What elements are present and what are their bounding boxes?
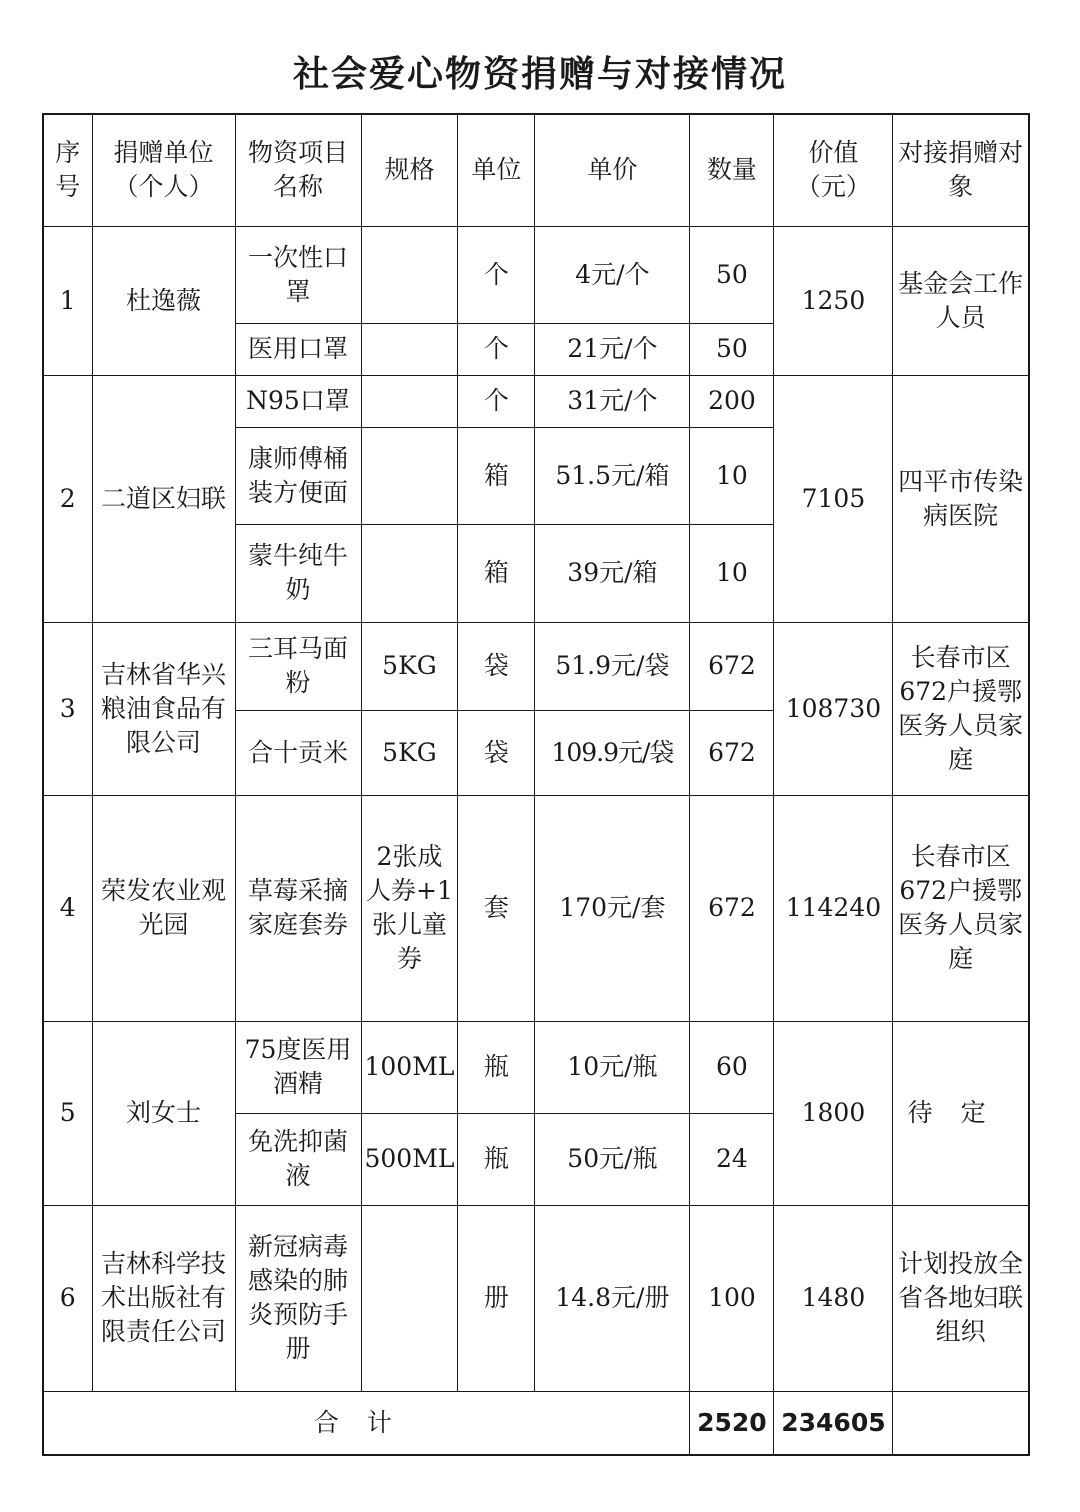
- qty-cell: 200: [690, 375, 774, 427]
- qty-cell: 24: [690, 1113, 774, 1205]
- unit-cell: 瓶: [458, 1021, 535, 1113]
- qty-cell: 100: [690, 1205, 774, 1391]
- seq-cell: 5: [43, 1021, 92, 1205]
- target-cell: 计划投放全省各地妇联组织: [893, 1205, 1029, 1391]
- table-row: [43, 795, 1029, 1021]
- total-qty: 2520: [690, 1391, 774, 1455]
- item-name-cell: 医用口罩: [235, 323, 361, 375]
- table-row: [43, 1021, 1029, 1113]
- donor-cell: 吉林省华兴粮油食品有限公司: [92, 622, 235, 795]
- price-cell: 21元/个: [535, 323, 690, 375]
- value-cell: 1250: [774, 226, 893, 375]
- value-cell: 114240: [774, 795, 893, 1021]
- unit-cell: 个: [458, 226, 535, 323]
- spec-cell: 100ML: [361, 1021, 458, 1113]
- seq-cell: 3: [43, 622, 92, 795]
- donation-table: [42, 113, 1030, 1456]
- item-name-cell: 蒙牛纯牛奶: [235, 524, 361, 622]
- price-cell: 4元/个: [535, 226, 690, 323]
- price-cell: 39元/箱: [535, 524, 690, 622]
- unit-cell: 袋: [458, 622, 535, 710]
- table-row: [43, 226, 1029, 323]
- value-cell: 1480: [774, 1205, 893, 1391]
- header-donor: 捐赠单位（个人）: [92, 114, 235, 226]
- total-label: 合计: [43, 1391, 690, 1455]
- qty-cell: 672: [690, 710, 774, 795]
- unit-cell: 袋: [458, 710, 535, 795]
- header-price: 单价: [535, 114, 690, 226]
- table-row: [43, 1205, 1029, 1391]
- spec-cell: [361, 524, 458, 622]
- qty-cell: 672: [690, 622, 774, 710]
- unit-cell: 册: [458, 1205, 535, 1391]
- donor-cell: 刘女士: [92, 1021, 235, 1205]
- unit-cell: 套: [458, 795, 535, 1021]
- header-row: [43, 114, 1029, 226]
- price-cell: 109.9元/袋: [535, 710, 690, 795]
- qty-cell: 10: [690, 427, 774, 524]
- qty-cell: 50: [690, 226, 774, 323]
- table-row: [43, 622, 1029, 710]
- price-cell: 170元/套: [535, 795, 690, 1021]
- header-qty: 数量: [690, 114, 774, 226]
- price-cell: 51.9元/袋: [535, 622, 690, 710]
- header-item: 物资项目名称: [235, 114, 361, 226]
- item-name-cell: 康师傅桶装方便面: [235, 427, 361, 524]
- item-name-cell: N95口罩: [235, 375, 361, 427]
- spec-cell: 500ML: [361, 1113, 458, 1205]
- unit-cell: 箱: [458, 427, 535, 524]
- item-name-cell: 免洗抑菌液: [235, 1113, 361, 1205]
- unit-cell: 个: [458, 323, 535, 375]
- unit-cell: 箱: [458, 524, 535, 622]
- item-name-cell: 新冠病毒感染的肺炎预防手册: [235, 1205, 361, 1391]
- target-cell: 长春市区672户援鄂医务人员家庭: [893, 622, 1029, 795]
- item-name-cell: 一次性口罩: [235, 226, 361, 323]
- header-target: 对接捐赠对象: [893, 114, 1029, 226]
- donor-cell: 吉林科学技术出版社有限责任公司: [92, 1205, 235, 1391]
- total-row: [43, 1391, 1029, 1455]
- header-spec: 规格: [361, 114, 458, 226]
- seq-cell: 2: [43, 375, 92, 622]
- header-unit: 单位: [458, 114, 535, 226]
- qty-cell: 672: [690, 795, 774, 1021]
- donor-cell: 二道区妇联: [92, 375, 235, 622]
- header-seq: 序号: [43, 114, 92, 226]
- table-row: [43, 375, 1029, 427]
- spec-cell: [361, 427, 458, 524]
- price-cell: 14.8元/册: [535, 1205, 690, 1391]
- value-cell: 7105: [774, 375, 893, 622]
- price-cell: 10元/瓶: [535, 1021, 690, 1113]
- target-cell: 长春市区672户援鄂医务人员家庭: [893, 795, 1029, 1021]
- spec-cell: [361, 226, 458, 323]
- price-cell: 50元/瓶: [535, 1113, 690, 1205]
- target-cell: 基金会工作人员: [893, 226, 1029, 375]
- seq-cell: 1: [43, 226, 92, 375]
- item-name-cell: 75度医用酒精: [235, 1021, 361, 1113]
- item-name-cell: 草莓采摘家庭套券: [235, 795, 361, 1021]
- qty-cell: 50: [690, 323, 774, 375]
- value-cell: 1800: [774, 1021, 893, 1205]
- target-cell: 四平市传染病医院: [893, 375, 1029, 622]
- donor-cell: 杜逸薇: [92, 226, 235, 375]
- unit-cell: 瓶: [458, 1113, 535, 1205]
- item-name-cell: 三耳马面粉: [235, 622, 361, 710]
- spec-cell: 5KG: [361, 622, 458, 710]
- spec-cell: [361, 1205, 458, 1391]
- spec-cell: 5KG: [361, 710, 458, 795]
- seq-cell: 4: [43, 795, 92, 1021]
- total-value: 234605: [774, 1391, 893, 1455]
- spec-cell: [361, 375, 458, 427]
- value-cell: 108730: [774, 622, 893, 795]
- header-value: 价值（元）: [774, 114, 893, 226]
- qty-cell: 10: [690, 524, 774, 622]
- donor-cell: 荣发农业观光园: [92, 795, 235, 1021]
- target-cell: 待定: [893, 1021, 1029, 1205]
- item-name-cell: 合十贡米: [235, 710, 361, 795]
- total-target: [893, 1391, 1029, 1455]
- price-cell: 51.5元/箱: [535, 427, 690, 524]
- price-cell: 31元/个: [535, 375, 690, 427]
- document-title: 社会爱心物资捐赠与对接情况: [292, 54, 787, 95]
- spec-cell: [361, 323, 458, 375]
- unit-cell: 个: [458, 375, 535, 427]
- spec-cell: 2张成人券+1张儿童券: [361, 795, 458, 1021]
- qty-cell: 60: [690, 1021, 774, 1113]
- seq-cell: 6: [43, 1205, 92, 1391]
